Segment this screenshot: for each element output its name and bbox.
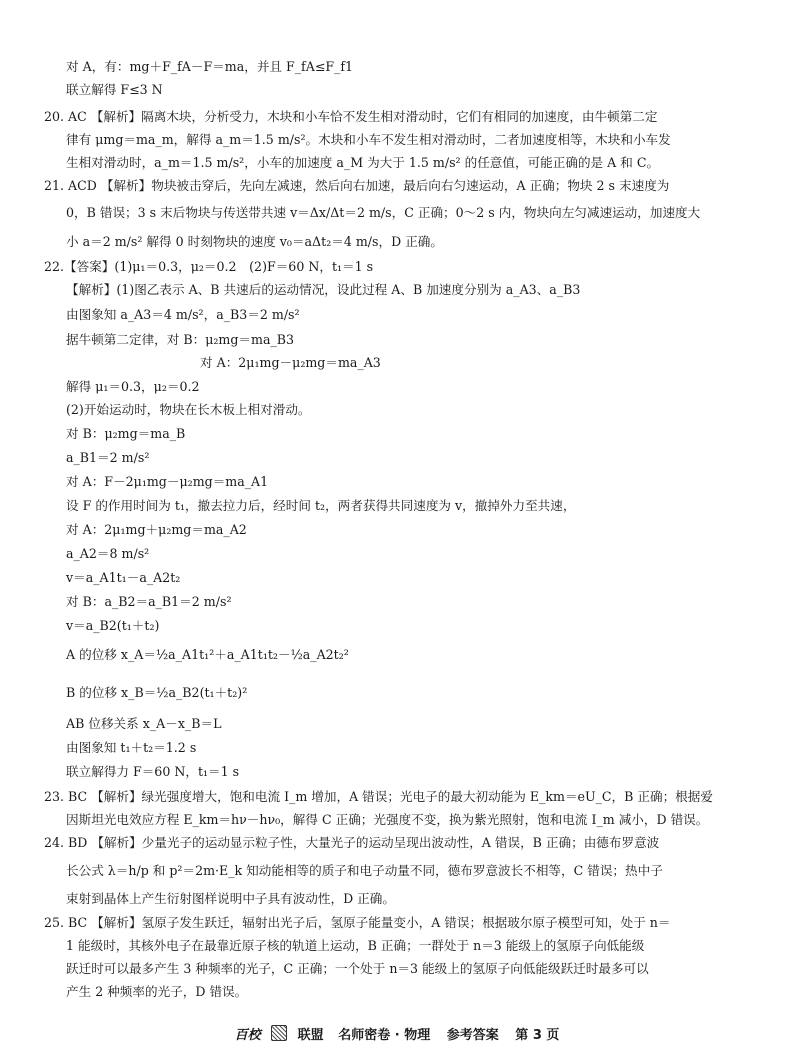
text-line: v＝a_B2(t₁＋t₂) (66, 618, 160, 633)
text-line: (2)开始运动时，物块在长木板上相对滑动。 (66, 402, 311, 417)
text-line: 对 B：μ₂mg＝ma_B (66, 426, 186, 441)
text-line: 因斯坦光电效应方程 E_km＝hν－hν₀，解得 C 正确；光强度不变，换为紫光照射，饱和电流 I_m 减小，D 错误。 (66, 812, 709, 827)
text-line: 小 a＝2 m/s² 解得 0 时刻物块的速度 v₀＝aΔt₂＝4 m/s，D 正确。 (66, 234, 443, 249)
publisher-brand: 联盟 (297, 1028, 324, 1043)
text-line: 对 A：2μ₁mg＋μ₂mg＝ma_A2 (66, 522, 247, 537)
text-line: 设 F 的作用时间为 t₁，撤去拉力后，经时间 t₂，两者获得共同速度为 v，撤掉外力至共速， (66, 498, 576, 513)
text-line: 21. ACD 【解析】物块被击穿后，先向左减速，然后向右加速，最后向右匀速运动，A 正确；物块 2 s 末速度为 (44, 178, 670, 193)
text-line: 22.【答案】(1)μ₁＝0.3，μ₂＝0.2 (2)F＝60 N，t₁＝1 s (44, 259, 374, 274)
text-line: 联立解得力 F＝60 N，t₁＝1 s (66, 764, 240, 779)
text-line: AB 位移关系 x_A－x_B＝L (66, 716, 222, 731)
series-title: 名师密卷 · 物理 (338, 1028, 431, 1043)
text-line: 对 A，有：mg＋F_fA－F＝ma，并且 F_fA≤F_f1 (66, 59, 354, 74)
text-line: 律有 μmg＝ma_m，解得 a_m＝1.5 m/s²。木块和小车不发生相对滑动时，二者加速度相等，木块和小车发 (66, 132, 671, 147)
text-line: 生相对滑动时，a_m＝1.5 m/s²，小车的加速度 a_M 为大于 1.5 m/s² 的任意值，可能正确的是 A 和 C。 (66, 155, 660, 170)
text-line: a_A2＝8 m/s² (66, 546, 150, 561)
text-line: 对 B：a_B2＝a_B1＝2 m/s² (66, 594, 232, 609)
text-line: 长公式 λ＝h/p 和 p²＝2m·E_k 知动能相等的质子和电子动量不同，德布罗意波长不相等，C 错误；热中子 (66, 863, 663, 878)
text-line: v＝a_A1t₁－a_A2t₂ (66, 570, 181, 585)
publisher-logo: 百校 (234, 1028, 261, 1043)
text-line: 对 A：F－2μ₁mg－μ₂mg＝ma_A1 (66, 474, 269, 489)
text-line: 24. BD 【解析】少量光子的运动显示粒子性，大量光子的运动呈现出波动性，A 错误，B 正确；由德布罗意波 (44, 835, 660, 850)
text-line: 25. BC 【解析】氢原子发生跃迁，辐射出光子后，氢原子能量变小，A 错误；根据玻尔原子模型可知，处于 n＝ (44, 915, 671, 930)
publisher-seal-icon (271, 1025, 287, 1041)
page-number: 第 3 页 (515, 1028, 560, 1043)
section-title: 参考答案 (446, 1028, 499, 1043)
text-line: 据牛顿第二定律，对 B：μ₂mg＝ma_B3 (66, 332, 295, 347)
text-line: 产生 2 种频率的光子，D 错误。 (66, 984, 248, 999)
text-line: 跃迁时可以最多产生 3 种频率的光子，C 正确；一个处于 n＝3 能级上的氢原子向低能级跃迁时最多可以 (66, 961, 649, 976)
text-line: 23. BC 【解析】绿光强度增大，饱和电流 I_m 增加，A 错误；光电子的最大初动能为 E_km＝eU_C，B 正确；根据爱 (44, 789, 713, 804)
text-line: 对 A：2μ₁mg－μ₂mg＝ma_A3 (200, 355, 381, 370)
text-line: 由图象知 a_A3＝4 m/s²，a_B3＝2 m/s² (66, 307, 300, 322)
text-line: 【解析】(1)图乙表示 A、B 共速后的运动情况，设此过程 A、B 加速度分别为 a_A3、a_B3 (66, 282, 581, 297)
text-line: 由图象知 t₁＋t₂＝1.2 s (66, 740, 197, 755)
text-line: 联立解得 F≤3 N (66, 82, 163, 97)
text-line: B 的位移 x_B＝½a_B2(t₁＋t₂)² (66, 685, 248, 700)
text-line: 20. AC 【解析】隔离木块，分析受力，木块和小车恰不发生相对滑动时，它们有相同的加速度，由牛顿第二定 (44, 109, 658, 124)
text-line: 1 能级时，其核外电子在最靠近原子核的轨道上运动，B 正确；一群处于 n＝3 能级上的氢原子向低能级 (66, 938, 645, 953)
text-line: a_B1＝2 m/s² (66, 450, 150, 465)
text-line: 0，B 错误；3 s 末后物块与传送带共速 v＝Δx/Δt＝2 m/s，C 正确；0～2 s 内，物块向左匀减速运动，加速度大 (66, 205, 701, 220)
text-line: A 的位移 x_A＝½a_A1t₁²＋a_A1t₁t₂－½a_A2t₂² (66, 647, 349, 662)
text-line: 解得 μ₁＝0.3，μ₂＝0.2 (66, 379, 200, 394)
text-line: 束射到晶体上产生衍射图样说明中子具有波动性，D 正确。 (66, 891, 395, 906)
page-footer (0, 1024, 794, 1043)
